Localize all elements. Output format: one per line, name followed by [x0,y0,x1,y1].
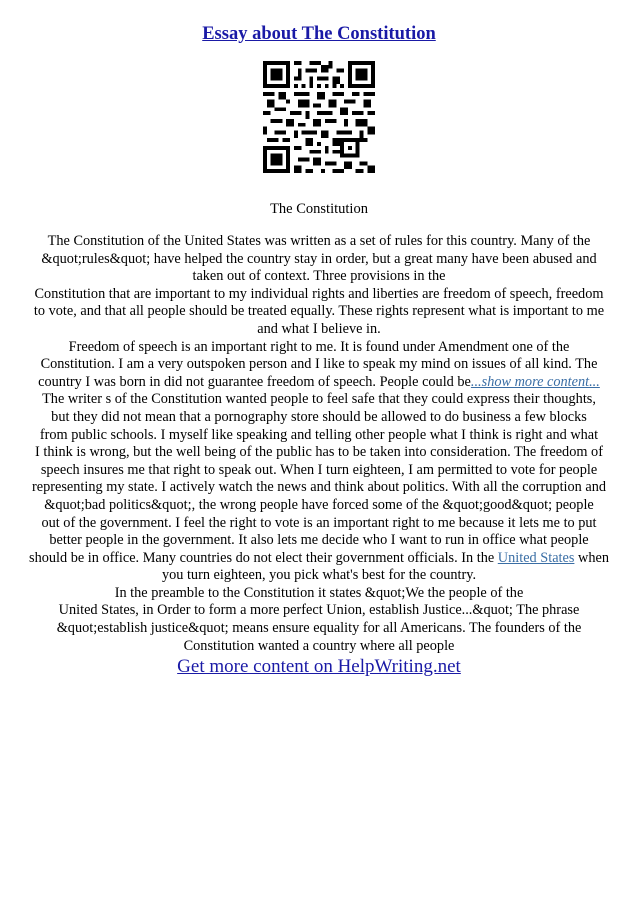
text-line: speech insures me that right to speak out. When I turn eighteen, I am permitted to vote for people [40,461,598,478]
text-line: &quot;establish justice&quot; means ensure equality for all Americans. The founders of the [56,620,582,637]
text-line: taken out of context. Three provisions in the [192,268,446,285]
get-more-content-link[interactable]: Get more content on HelpWriting.net [177,656,461,677]
document-title-link[interactable]: Essay about The Constitution [202,24,436,44]
text-line: and what I believe in. [257,320,381,337]
text-line [14,550,624,568]
text-line: United States, in Order to form a more perfect Union, establish Justice...&quot; The phrase [58,602,580,619]
text-line: The writer s of the Constitution wanted people to feel safe that they could express their thoughts, [42,391,596,408]
text-line: to vote, and that all people should be treated equally. These rights represent what is important to me [33,303,605,320]
text-line: Constitution that are important to my individual rights and liberties are freedom of speech, freedom [34,285,604,302]
text-fragment: country I was born in did not guarantee freedom of speech. People could be [38,373,471,390]
text-line: In the preamble to the Constitution it states &quot;We the people of the [114,584,524,601]
text-line: representing my state. I actively watch the news and think about politics. With all the corruption and [31,479,607,496]
qr-code [263,61,375,173]
text-fragment: should be in office. Many countries do not elect their government officials. In the [29,549,495,566]
text-line: The Constitution of the United States was written as a set of rules for this country. Many of the [47,233,591,249]
text-line: I think is wrong, but the well being of the public has to be taken into consideration. The freedom of [35,444,603,461]
text-line [14,374,624,392]
text-fragment: when [578,549,609,566]
text-line: from public schools. I myself like speaking and telling other people what I think is right and what [39,426,599,443]
text-line: you turn eighteen, you pick what's best for the country. [161,567,477,584]
text-line: Freedom of speech is an important right to me. It is found under Amendment one of the [68,338,570,355]
united-states-link[interactable]: United States [497,549,575,566]
text-line: out of the government. I feel the right to vote is an important right to me because it lets me to put [41,514,597,531]
text-line: better people in the government. It also lets me decide who I want to run in office what people [49,532,589,549]
text-line: Constitution wanted a country where all people [183,637,455,654]
essay-body [14,233,624,655]
text-line: &quot;rules&quot; have helped the country stay in order, but a great many have been abused and [41,250,597,267]
show-more-link[interactable]: ...show more content... [470,373,600,390]
essay-heading: The Constitution [270,201,368,217]
text-line: Constitution. I am a very outspoken person and I like to speak my mind on issues of all kind. The [40,356,598,373]
text-line: but they did not mean that a pornography store should be allowed to do business a few blocks [51,408,587,425]
text-line: &quot;bad politics&quot;, the wrong people have forced some of the &quot;good&quot; people [44,496,594,513]
